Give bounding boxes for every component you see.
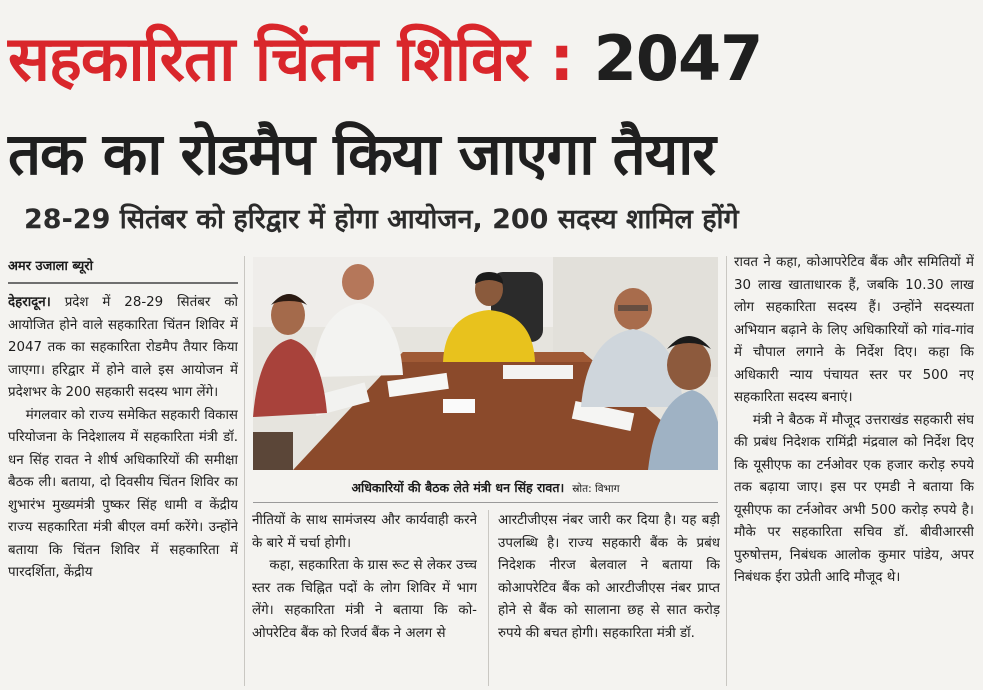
paragraph-4-text: कहा, सहकारिता के ग्रास रूट से लेकर उच्च स्तर तक चिह्नित पदों के लोग शिविर में भाग लेंगे। सहकारिता मंत्री ने बताया कि को-ओपरेटिव बैंक को रिजर्व बैंक ने अलग से: [252, 558, 477, 641]
column-divider: [726, 256, 727, 686]
paragraph-7-text: मंत्री ने बैठक में मौजूद उत्तराखंड सहकारी संघ की प्रबंध निदेशक रामिंद्री मंद्रवाल को निर्देश दिए कि यूसीएफ का टर्नओवर एक हजार करोड़ रुपये तक बढ़ाया जाए। इस पर एमडी ने बताया कि यूसीएफ का टर्नओवर अभी 500 करोड़ रुपये है। मौके पर सहकारिता सचिव डॉ. बीवीआरसी पुरुषोत्तम, निबंधक आलोक कुमार पांडेय, अपर निबंधक ईरा उप्रेती आदि मौजूद थे।: [734, 412, 974, 585]
caption-text: अधिकारियों की बैठक लेते मंत्री धन सिंह रावत।: [351, 480, 565, 495]
meeting-photo-illustration: [253, 257, 718, 470]
article-column-1: [8, 292, 238, 686]
caption-divider: [253, 502, 718, 503]
column-divider: [488, 510, 489, 686]
paragraph-1: [8, 292, 238, 405]
subheadline: 28-29 सितंबर को हरिद्वार में होगा आयोजन, 200 सदस्य शामिल होंगे: [24, 204, 739, 235]
paragraph-5: आरटीजीएस नंबर जारी कर दिया है। यह बड़ी उपलब्धि है। राज्य सहकारी बैंक के प्रबंध निदेशक नीरज बेलवाल ने बताया कि कोआपरेटिव बैंक को आरटीजीएस नंबर प्राप्त होने से बैंक को सालाना छह से सात करोड़ रुपये की बचत होगी। सहकारिता मंत्री डॉ.: [498, 513, 720, 641]
headline-line-2: तक का रोडमैप किया जाएगा तैयार: [8, 120, 716, 188]
paragraph-2-text: मंगलवार को राज्य समेकित सहकारी विकास परियोजना के निदेशालय में सहकारिता मंत्री डॉ. धन सिंह रावत ने शीर्ष अधिकारियों की समीक्षा बैठक ली। बताया, दो दिवसीय चिंतन शिविर का शुभारंभ मुख्यमंत्री पुष्कर सिंह धामी व केंद्रीय राज्य सहकारिता मंत्री बीएल वर्मा करेंगे। उन्होंने बताया कि चिंतन शिविर में सहकारिता में पारदर्शिता, केंद्रीय: [8, 407, 238, 580]
paragraph-6: रावत ने कहा, कोआपरेटिव बैंक और समितियों में 30 लाख खाताधारक हैं, जबकि 10.30 लाख लोग सहकारिता सदस्य हैं। उन्होंने सदस्यता अभियान बढ़ाने के लिए अधिकारियों को गांव-गांव में चौपाल लगाने के निर्देश दिए। कहा कि अधिकारी न्याय पंचायत स्तर पर 500 नए सहकारिता सदस्य बनाएं।: [734, 255, 974, 405]
dateline: देहरादून।: [8, 295, 51, 310]
headline-line-1: [8, 14, 976, 104]
meeting-photo: [253, 257, 718, 470]
article-column-2: [252, 510, 477, 686]
column-divider: [244, 256, 245, 686]
paragraph-1-text: प्रदेश में 28-29 सितंबर को आयोजित होने वाले सहकारिता चिंतन शिविर में 2047 तक का सहकारिता रोडमैप तैयार किया जाएगा। हरिद्वार में होने वाले इस आयोजन में प्रदेशभर के 200 सहकारी सदस्य भाग लेंगे।: [8, 295, 238, 400]
article-column-4: [734, 252, 974, 688]
photo-source: स्रोत: विभाग: [572, 483, 620, 495]
byline: अमर उजाला ब्यूरो: [8, 259, 93, 274]
paragraph-3: नीतियों के साथ सामंजस्य और कार्यवाही करने के बारे में चर्चा होगी।: [252, 513, 477, 551]
headline-year: 2047: [593, 22, 763, 95]
paragraph-7: [734, 410, 974, 590]
byline-divider: [8, 282, 238, 284]
headline-red-part: सहकारिता चिंतन शिविर :: [8, 22, 574, 95]
article-column-3: [498, 510, 720, 686]
paragraph-4: [252, 555, 477, 645]
photo-caption: [253, 476, 718, 500]
paragraph-2: [8, 405, 238, 585]
